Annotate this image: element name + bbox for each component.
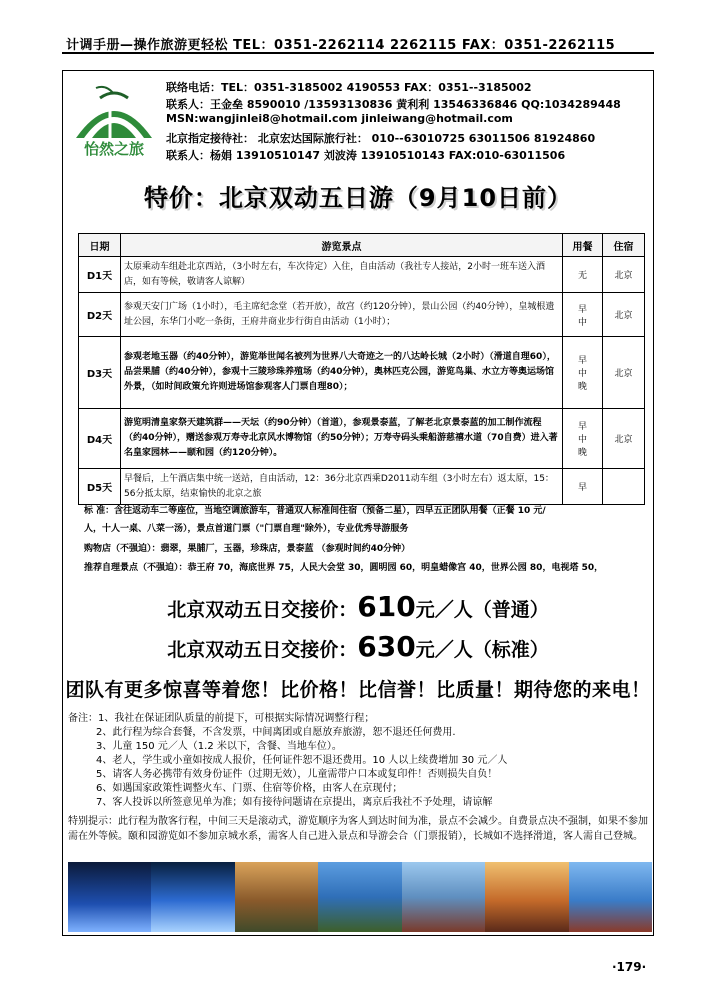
- remarks-block: [68, 712, 648, 810]
- slogan: 团队有更多惊喜等着您！比价格！比信誉！比质量！期待您的来电！: [65, 679, 651, 701]
- day-label: D5天: [79, 469, 121, 505]
- day-label: D2天: [79, 293, 121, 337]
- day-label: D1天: [79, 257, 121, 293]
- photo-water-cube: [151, 862, 234, 932]
- price-amount: 630: [357, 630, 416, 663]
- day-description: 参观天安门广场（1小时），毛主席纪念堂（若开放），故宫（约120分钟），景山公园（约40分钟），皇城根遗址公园，东华门小吃一条街，王府井商业步行街自由活动（1小时）；: [121, 293, 563, 337]
- notes-standard-2: 人，十人一桌、八菜一汤），景点首道门票（"门票自理"除外），专业优秀导游服务: [84, 524, 409, 534]
- logo-text: 怡然之旅: [83, 140, 144, 158]
- day-label: D3天: [79, 337, 121, 409]
- stay-cell: [603, 469, 645, 505]
- price-amount: 610: [357, 590, 416, 623]
- remark-line: 4、老人，学生或小童如按成人报价，任何证件恕不退还费用。10 人以上续费增加 30 元／人: [96, 755, 508, 766]
- page-number: ·179·: [612, 960, 647, 974]
- header-stay: 住宿: [603, 234, 645, 257]
- price-prefix: 北京双动五日交接价：: [167, 639, 358, 661]
- meal-cell: 早: [563, 469, 603, 505]
- day-description: 参观老地玉器（约40分钟），游览举世闻名被列为世界八大奇迹之一的八达岭长城（2小时）（滑道自理60），品尝果脯（约40分钟），参观十三陵珍珠养殖场（约40分钟），奥林匹克公园，游览鸟巢、水立方等奥运场馆外景，（如时间政策允许则进场馆参观客人门票自理80）；: [121, 337, 563, 409]
- itinerary-table: [78, 233, 645, 505]
- meal-cell: 早 中 晚: [563, 337, 603, 409]
- table-row: [79, 409, 645, 469]
- page-header: 计调手册—操作旅游更轻松 TEL：0351-2262114 2262115 FAX：0351-2262115: [66, 38, 616, 53]
- company-logo: [70, 80, 158, 162]
- meal-cell: 早 中 晚: [563, 409, 603, 469]
- photo-tiananmen: [485, 862, 568, 932]
- meal-cell: 早 中: [563, 293, 603, 337]
- notes-standard-1: 标 准：含往返动车二等座位，当地空调旅游车，普通双人标准间住宿（预备二星），四早五正团队用餐（正餐 10 元/: [84, 506, 546, 516]
- day-description: 游览明清皇家祭天建筑群——天坛（约90分钟）（首道），参观景泰蓝，了解老北京景泰蓝的加工制作流程（约40分钟），赠送参观万寿寺北京风水博物馆（约50分钟）；万寿寺码头乘船游慈禧水道（70自费）进入著名皇家园林——颐和园（约120分钟）。: [121, 409, 563, 469]
- page-title: 特价：北京双动五日游（9月10日前）: [143, 184, 573, 212]
- contact-line-4: 北京指定接待社： 北京宏达国际旅行社： 010--63010725 63011506 81924860: [166, 132, 596, 145]
- remark-line: 5、请客人务必携带有效身份证件（过期无效），儿童需带户口本或复印件！否则损失自负！: [96, 769, 498, 780]
- price-suffix: 元／人（标准）: [415, 639, 549, 661]
- photo-birds-nest: [68, 862, 151, 932]
- table-row: [79, 337, 645, 409]
- photo-prayer-hall: [569, 862, 652, 932]
- photo-great-wall: [235, 862, 318, 932]
- stay-cell: 北京: [603, 337, 645, 409]
- contact-line-2: 联系人：王金垒 8590010 /13593130836 黄利利 13546336846 QQ:1034289448: [166, 98, 621, 111]
- day-label: D4天: [79, 409, 121, 469]
- notes-shopping: 购物店（不强迫）：翡翠，果脯厂，玉器，珍珠店，景泰蓝 （参观时间约40分钟）: [84, 544, 411, 554]
- price-suffix: 元／人（普通）: [415, 599, 549, 621]
- table-row: [79, 257, 645, 293]
- stay-cell: 北京: [603, 257, 645, 293]
- remark-line: 3、儿童 150 元／人（1.2 米以下，含餐、当地车位）。: [96, 741, 342, 752]
- photo-summer-palace: [318, 862, 401, 932]
- meal-cell: 无: [563, 257, 603, 293]
- contact-line-3: MSN:wangjinlei8@hotmail.com jinleiwang@hotmail.com: [166, 112, 513, 125]
- stay-cell: 北京: [603, 293, 645, 337]
- remark-line: 2、此行程为综合套餐，不含发票，中间离团或自愿放弃旅游，恕不退还任何费用.: [96, 727, 456, 738]
- price-line-standard: [62, 630, 654, 663]
- header-meal: 用餐: [563, 234, 603, 257]
- remark-line: 备注：1、我社在保证团队质量的前提下，可根据实际情况调整行程；: [68, 713, 375, 724]
- price-prefix: 北京双动五日交接价：: [167, 599, 358, 621]
- contact-line-1: 联络电话：TEL：0351-3185002 4190553 FAX：0351--3185002: [166, 81, 532, 94]
- header-day: 日期: [79, 234, 121, 257]
- photo-strip: [68, 862, 652, 932]
- stay-cell: 北京: [603, 409, 645, 469]
- table-header-row: [79, 234, 645, 257]
- notes-optional-sights: 推荐自理景点（不强迫）：恭王府 70，海底世界 75，人民大会堂 30，圆明园 60，明皇蜡像宫 40，世界公园 80，电视塔 50，: [84, 563, 604, 573]
- contact-line-5: 联系人：杨娟 13910510147 刘波涛 13910510143 FAX:010-63011506: [166, 149, 566, 162]
- header-rule: [62, 52, 654, 54]
- photo-temple-of-heaven: [402, 862, 485, 932]
- table-row: [79, 293, 645, 337]
- remark-line: 6、如遇国家政策性调整火车、门票、住宿等价格，由客人在京现付；: [96, 783, 403, 794]
- price-line-regular: [62, 590, 654, 623]
- day-description: 早餐后，上午酒店集中统一送站，自由活动，12：36分北京西乘D2011动车组（3小时左右）返太原，15：56分抵太原，结束愉快的北京之旅: [121, 469, 563, 505]
- table-row: [79, 469, 645, 505]
- remark-line: 7、客人投诉以所签意见单为准；如有接待问题请在京提出，离京后我社不予处理，请谅解: [96, 797, 493, 808]
- day-description: 太原乘动车组赴北京西站，（3小时左右，车次待定）入住，自由活动（我社专人接站，2小时一班车送入酒店，如有等候，敬请客人谅解）: [121, 257, 563, 293]
- header-sights: 游览景点: [121, 234, 563, 257]
- special-tip: 特别提示：此行程为散客行程，中间三天是滚动式，游览顺序为客人到达时间为准，景点不会减少。自费景点决不强制，如果不参加需在外等候。颐和园游览如不参加京城水系，需客人自己进入景点和导游会合（门票报销），长城如不选择滑道，客人需自己登城。: [68, 816, 648, 842]
